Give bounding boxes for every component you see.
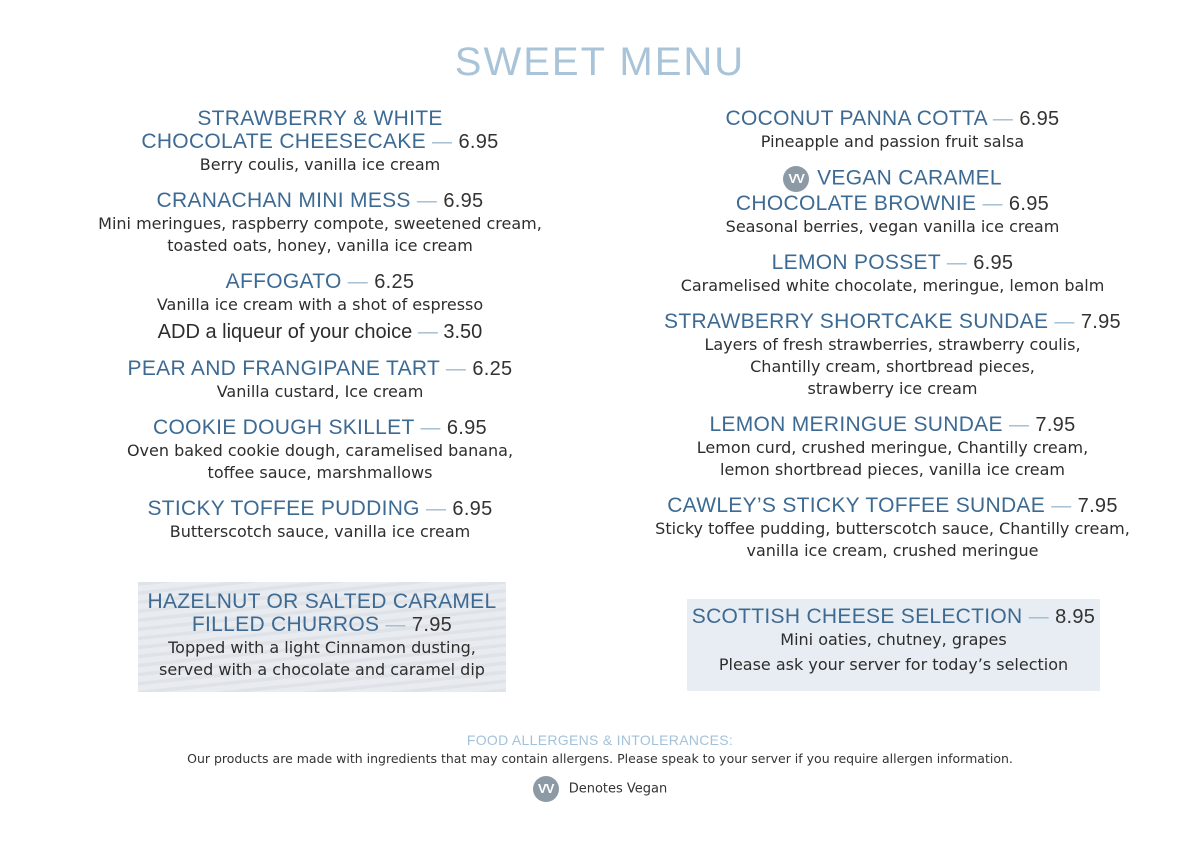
item-name: STICKY TOFFEE PUDDING — 6.95: [147, 497, 493, 520]
item-name: PEAR AND FRANGIPANE TART — 6.25: [127, 357, 513, 380]
menu-item-cookie-dough: [70, 416, 570, 484]
item-price: 8.95: [1055, 606, 1096, 628]
item-price: 6.95: [1019, 108, 1060, 130]
item-desc: Vanilla custard, Ice cream: [216, 382, 424, 401]
item-desc: Mini oaties, chutney, grapes: [780, 630, 1007, 649]
item-desc: lemon shortbread pieces, vanilla ice cream: [720, 460, 1065, 479]
item-price: 7.95: [1035, 414, 1076, 436]
item-name: COCONUT PANNA COTTA — 6.95: [725, 107, 1060, 130]
item-desc: Oven baked cookie dough, caramelised banana,: [126, 441, 514, 460]
item-desc: Layers of fresh strawberries, strawberry coulis,: [704, 335, 1081, 354]
item-name: VV VEGAN CARAMEL CHOCOLATE BROWNIE — 6.95: [735, 166, 1050, 215]
item-desc: Vanilla ice cream with a shot of espresso: [156, 295, 484, 314]
item-desc: Lemon curd, crushed meringue, Chantilly cream,: [696, 438, 1089, 457]
item-name: HAZELNUT OR SALTED CARAMEL FILLED CHURROS — 7.95: [147, 590, 497, 636]
vegan-legend: [0, 776, 1200, 802]
item-name: LEMON POSSET — 6.95: [771, 251, 1014, 274]
item-name: AFFOGATO — 6.25: [225, 270, 415, 293]
menu-item-panna-cotta: [640, 107, 1145, 153]
item-desc: Sticky toffee pudding, butterscotch sauce, Chantilly cream,: [655, 519, 1130, 538]
item-desc: vanilla ice cream, crushed meringue: [746, 541, 1039, 560]
item-price: 7.95: [1080, 311, 1121, 333]
item-price: 6.95: [973, 252, 1014, 274]
menu-item-shortcake-sundae: [640, 310, 1145, 400]
item-desc: strawberry ice cream: [807, 379, 978, 398]
item-desc: Butterscotch sauce, vanilla ice cream: [169, 522, 471, 541]
vegan-badge-icon: VV: [533, 776, 559, 802]
item-price: 6.95: [443, 190, 484, 212]
vegan-badge-icon: VV: [783, 166, 809, 192]
item-desc: Seasonal berries, vegan vanilla ice cream: [725, 217, 1060, 236]
item-desc: Chantilly cream, shortbread pieces,: [750, 357, 1035, 376]
item-price: 6.95: [1008, 193, 1050, 215]
menu-item-cawleys-sundae: [640, 494, 1145, 562]
item-price: 6.25: [472, 358, 513, 380]
item-price: 7.95: [1077, 495, 1118, 517]
item-desc: Caramelised white chocolate, meringue, lemon balm: [680, 276, 1105, 295]
menu-item-sticky-toffee: [70, 497, 570, 543]
item-name: LEMON MERINGUE SUNDAE — 7.95: [709, 413, 1076, 436]
menu-item-affogato: [70, 270, 570, 344]
menu-item-cranachan: [70, 189, 570, 257]
menu-item-pear-tart: [70, 357, 570, 403]
item-name: CRANACHAN MINI MESS — 6.95: [156, 189, 484, 212]
menu-item-cheesecake: [70, 107, 570, 176]
item-desc: Mini meringues, raspberry compote, sweetened cream,: [98, 214, 542, 233]
menu-title: SWEET MENU: [454, 40, 746, 84]
item-note: Please ask your server for today’s selection: [718, 655, 1069, 674]
item-desc: Pineapple and passion fruit salsa: [760, 132, 1025, 151]
liqueur-addon: ADD a liqueur of your choice — 3.50: [157, 321, 483, 343]
item-desc: Topped with a light Cinnamon dusting,: [168, 638, 476, 657]
left-column: [70, 107, 570, 556]
item-name: COOKIE DOUGH SKILLET — 6.95: [153, 416, 487, 439]
cheese-feature-box: [687, 599, 1100, 691]
allergen-title: FOOD ALLERGENS & INTOLERANCES:: [466, 732, 734, 748]
item-desc: toffee sauce, marshmallows: [207, 463, 433, 482]
item-name: STRAWBERRY & WHITE CHOCOLATE CHEESECAKE — 6.95: [141, 107, 499, 153]
item-price: 6.95: [452, 498, 493, 520]
item-desc: served with a chocolate and caramel dip: [159, 660, 485, 679]
vegan-legend-label: Denotes Vegan: [568, 781, 668, 797]
item-name: SCOTTISH CHEESE SELECTION — 8.95: [691, 605, 1096, 628]
item-desc: Berry coulis, vanilla ice cream: [199, 155, 441, 174]
item-name: CAWLEY’S STICKY TOFFEE SUNDAE — 7.95: [667, 494, 1118, 517]
item-price: 6.95: [446, 417, 487, 439]
item-price: 6.25: [374, 271, 415, 293]
right-column: [640, 107, 1145, 575]
item-name: STRAWBERRY SHORTCAKE SUNDAE — 7.95: [664, 310, 1121, 333]
item-price: 6.95: [458, 131, 499, 153]
menu-item-lemon-posset: [640, 251, 1145, 297]
churros-feature-box: [138, 582, 506, 692]
allergen-text: Our products are made with ingredients that may contain allergens. Please speak to your server if you require allergen information.: [187, 751, 1013, 766]
item-price: 7.95: [411, 614, 453, 636]
menu-item-lemon-meringue: [640, 413, 1145, 481]
menu-item-vegan-brownie: [640, 166, 1145, 238]
item-desc: toasted oats, honey, vanilla ice cream: [167, 236, 473, 255]
